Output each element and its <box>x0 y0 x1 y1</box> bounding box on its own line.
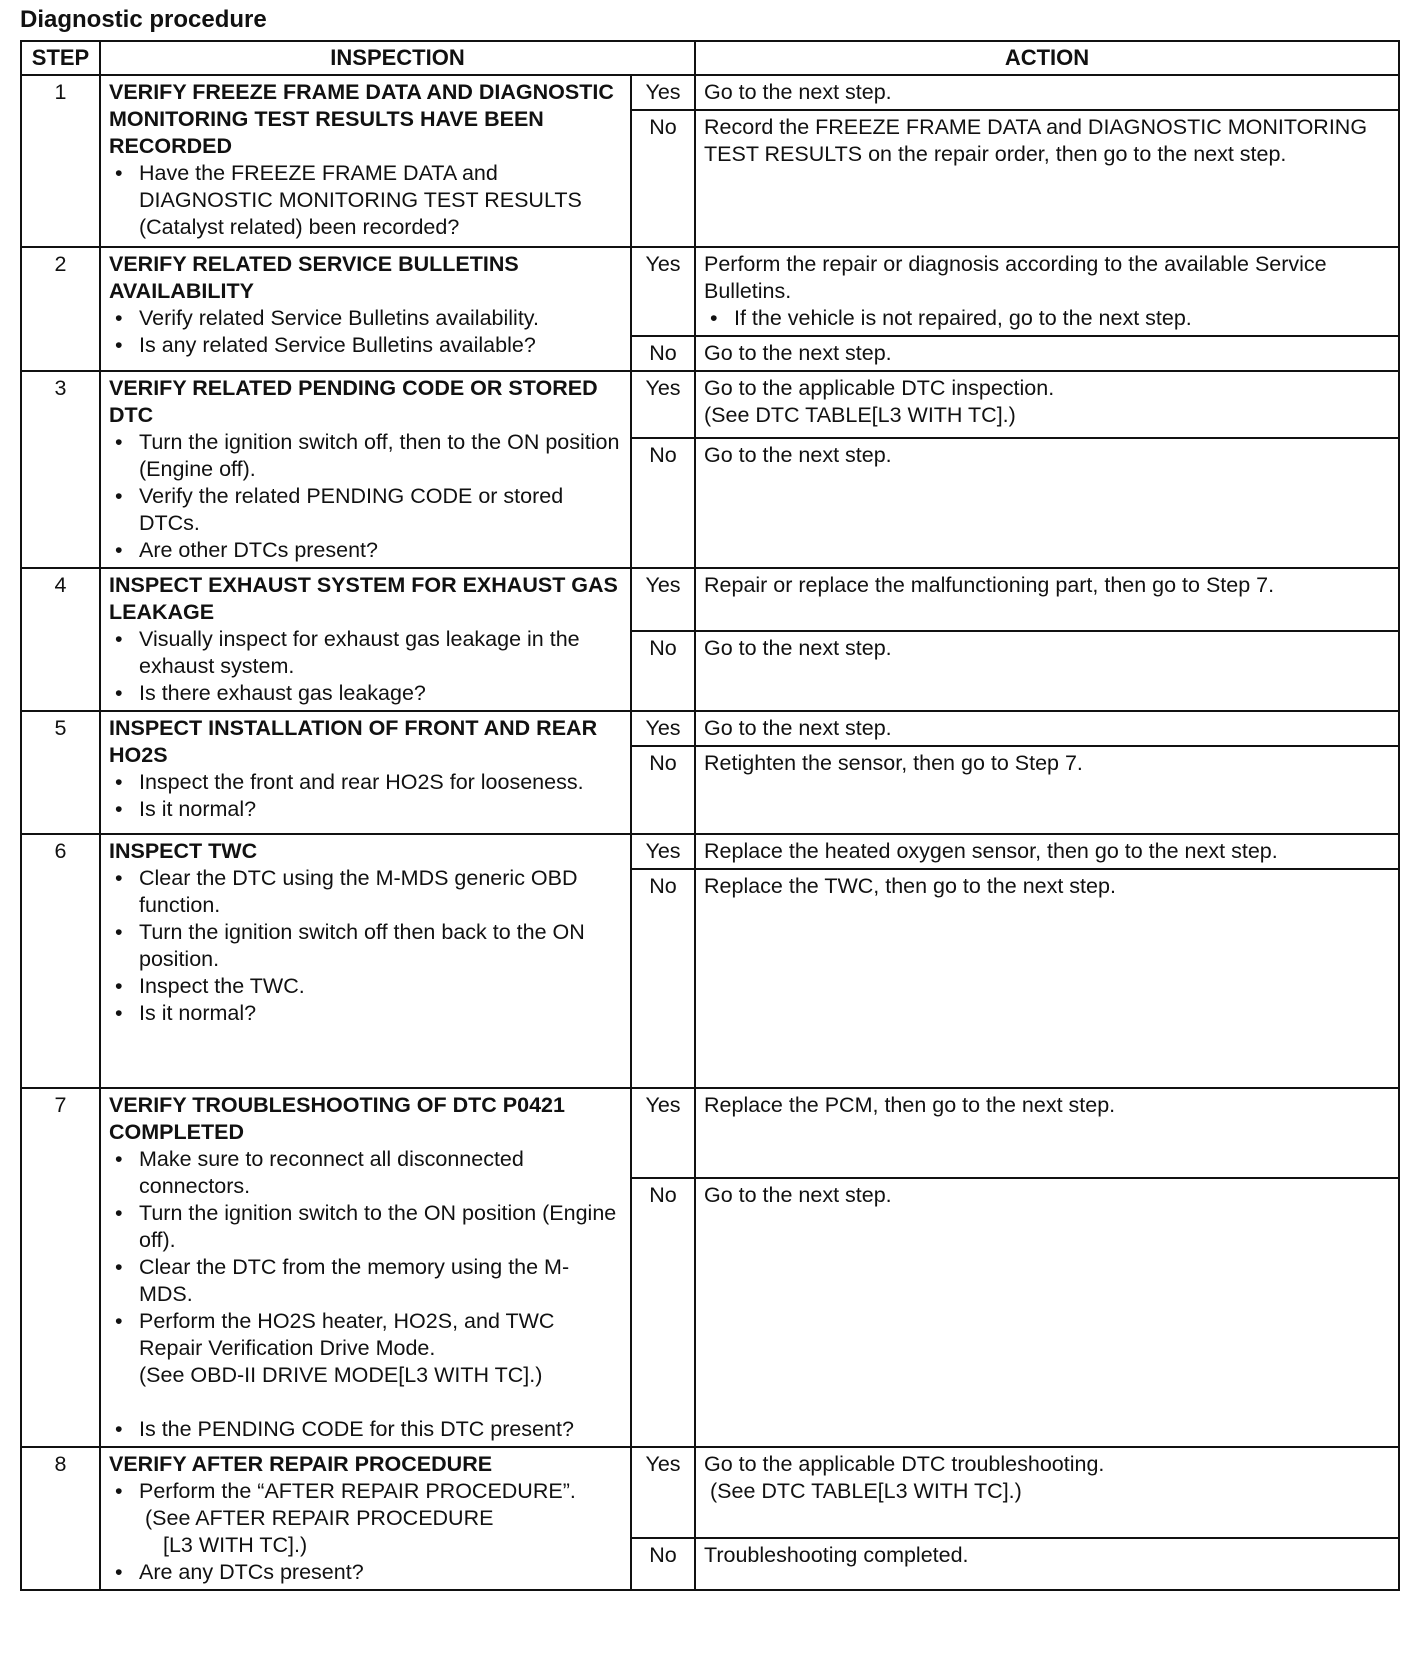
inspection-heading: INSPECT TWC <box>109 839 258 863</box>
inspection-list <box>109 1478 622 1586</box>
page-title: Diagnostic procedure <box>20 6 267 33</box>
no-label: No <box>631 869 695 1088</box>
inspection-list <box>109 865 622 1027</box>
header-action: ACTION <box>695 41 1399 75</box>
table-row <box>21 371 1399 438</box>
no-label: No <box>631 336 695 371</box>
yes-label: Yes <box>631 568 695 631</box>
inspection-cell <box>100 247 631 371</box>
yes-action: Perform the repair or diagnosis according to the available Service Bulletins. <box>704 252 1327 303</box>
step-number: 3 <box>21 371 100 568</box>
list-item: • Visually inspect for exhaust gas leakage in the exhaust system. <box>139 626 622 680</box>
step-number: 6 <box>21 834 100 1088</box>
table-row <box>21 568 1399 631</box>
inspection-cell <box>100 1088 631 1447</box>
list-item: • Is any related Service Bulletins available? <box>139 332 622 359</box>
spacer <box>109 1389 622 1416</box>
list-item <box>139 1478 622 1559</box>
inspection-cell <box>100 711 631 834</box>
inspection-list <box>109 769 622 823</box>
inspection-heading: VERIFY AFTER REPAIR PROCEDURE <box>109 1452 493 1476</box>
table-row <box>21 1447 1399 1538</box>
inspection-list <box>109 1146 622 1389</box>
inspection-list <box>109 626 622 707</box>
no-action: Retighten the sensor, then go to Step 7. <box>695 746 1399 834</box>
list-item: • If the vehicle is not repaired, go to the next step. <box>734 305 1390 332</box>
table-row <box>21 75 1399 110</box>
list-item: • Have the FREEZE FRAME DATA and DIAGNOSTIC MONITORING TEST RESULTS (Catalyst related) been recorded? <box>139 160 622 241</box>
no-label: No <box>631 1538 695 1590</box>
yes-label: Yes <box>631 1447 695 1538</box>
list-item: • Is the PENDING CODE for this DTC present? <box>139 1416 622 1443</box>
list-item: • Turn the ignition switch off, then to the ON position (Engine off). <box>139 429 622 483</box>
step-number: 1 <box>21 75 100 247</box>
yes-action: Go to the next step. <box>695 75 1399 110</box>
step-number: 8 <box>21 1447 100 1590</box>
no-action: Go to the next step. <box>695 336 1399 371</box>
list-item: • Verify the related PENDING CODE or stored DTCs. <box>139 483 622 537</box>
reference-text: (See DTC TABLE[L3 WITH TC].) <box>710 1479 1022 1503</box>
inspection-heading: VERIFY FREEZE FRAME DATA AND DIAGNOSTIC MONITORING TEST RESULTS HAVE BEEN RECORDED <box>109 80 614 158</box>
list-item: • Turn the ignition switch to the ON position (Engine off). <box>139 1200 622 1254</box>
inspection-heading: VERIFY RELATED SERVICE BULLETINS AVAILABILITY <box>109 252 519 303</box>
reference-text: [L3 WITH TC].) <box>163 1533 308 1557</box>
header-inspection: INSPECTION <box>100 41 695 75</box>
action-list <box>704 305 1390 332</box>
step-number: 2 <box>21 247 100 371</box>
no-action: Go to the next step. <box>695 631 1399 711</box>
yes-label: Yes <box>631 1088 695 1178</box>
yes-action-cell <box>695 247 1399 336</box>
inspection-heading: INSPECT INSTALLATION OF FRONT AND REAR HO2S <box>109 716 598 767</box>
list-item: • Verify related Service Bulletins availability. <box>139 305 622 332</box>
list-item: • Clear the DTC using the M-MDS generic OBD function. <box>139 865 622 919</box>
list-item: • Is it normal? <box>139 796 622 823</box>
reference-text: (See DTC TABLE[L3 WITH TC].) <box>704 403 1016 427</box>
yes-label: Yes <box>631 711 695 746</box>
no-action: Go to the next step. <box>695 1178 1399 1447</box>
yes-label: Yes <box>631 371 695 438</box>
yes-action: Repair or replace the malfunctioning part, then go to Step 7. <box>695 568 1399 631</box>
inspection-heading: VERIFY TROUBLESHOOTING OF DTC P0421 COMPLETED <box>109 1093 565 1144</box>
list-item-text: Perform the “AFTER REPAIR PROCEDURE”. <box>139 1479 576 1503</box>
inspection-list <box>109 429 622 564</box>
table-row <box>21 834 1399 869</box>
inspection-cell <box>100 371 631 568</box>
yes-action: Replace the heated oxygen sensor, then go to the next step. <box>695 834 1399 869</box>
list-item: • Is there exhaust gas leakage? <box>139 680 622 707</box>
list-item: • Inspect the front and rear HO2S for looseness. <box>139 769 622 796</box>
inspection-cell <box>100 834 631 1088</box>
no-label: No <box>631 1178 695 1447</box>
step-number: 5 <box>21 711 100 834</box>
yes-label: Yes <box>631 247 695 336</box>
no-action: Go to the next step. <box>695 438 1399 568</box>
no-label: No <box>631 746 695 834</box>
inspection-cell <box>100 75 631 247</box>
header-step: STEP <box>21 41 100 75</box>
list-item-text: Perform the HO2S heater, HO2S, and TWC Repair Verification Drive Mode. <box>139 1309 555 1360</box>
inspection-list <box>109 1416 622 1443</box>
inspection-heading: VERIFY RELATED PENDING CODE OR STORED DTC <box>109 376 598 427</box>
inspection-cell <box>100 568 631 711</box>
list-item: • Are any DTCs present? <box>139 1559 622 1586</box>
diagnostic-procedure-table <box>20 40 1400 1591</box>
no-action: Replace the TWC, then go to the next step. <box>695 869 1399 1088</box>
no-label: No <box>631 631 695 711</box>
table-row <box>21 711 1399 746</box>
no-action: Troubleshooting completed. <box>695 1538 1399 1590</box>
table-row <box>21 1088 1399 1178</box>
table-row <box>21 247 1399 336</box>
yes-action-cell <box>695 371 1399 438</box>
yes-action: Replace the PCM, then go to the next step. <box>695 1088 1399 1178</box>
yes-action: Go to the next step. <box>695 711 1399 746</box>
list-item: • Are other DTCs present? <box>139 537 622 564</box>
inspection-list <box>109 160 622 241</box>
no-label: No <box>631 110 695 247</box>
list-item: • Clear the DTC from the memory using the M-MDS. <box>139 1254 622 1308</box>
list-item <box>139 1308 622 1389</box>
list-item: • Make sure to reconnect all disconnected connectors. <box>139 1146 622 1200</box>
inspection-cell <box>100 1447 631 1590</box>
inspection-heading: INSPECT EXHAUST SYSTEM FOR EXHAUST GAS LEAKAGE <box>109 573 618 624</box>
table-header-row <box>21 41 1399 75</box>
yes-action: Go to the applicable DTC inspection. <box>704 376 1055 400</box>
step-number: 7 <box>21 1088 100 1447</box>
list-item: • Is it normal? <box>139 1000 622 1027</box>
inspection-list <box>109 305 622 359</box>
yes-action: Go to the applicable DTC troubleshooting. <box>704 1452 1105 1476</box>
step-number: 4 <box>21 568 100 711</box>
no-action: Record the FREEZE FRAME DATA and DIAGNOSTIC MONITORING TEST RESULTS on the repair order, then go to the next step. <box>695 110 1399 247</box>
no-label: No <box>631 438 695 568</box>
yes-label: Yes <box>631 834 695 869</box>
list-item: • Inspect the TWC. <box>139 973 622 1000</box>
reference-text: (See AFTER REPAIR PROCEDURE <box>145 1506 494 1530</box>
yes-action-cell <box>695 1447 1399 1538</box>
reference-text: (See OBD-II DRIVE MODE[L3 WITH TC].) <box>139 1363 543 1387</box>
yes-label: Yes <box>631 75 695 110</box>
list-item: • Turn the ignition switch off then back to the ON position. <box>139 919 622 973</box>
